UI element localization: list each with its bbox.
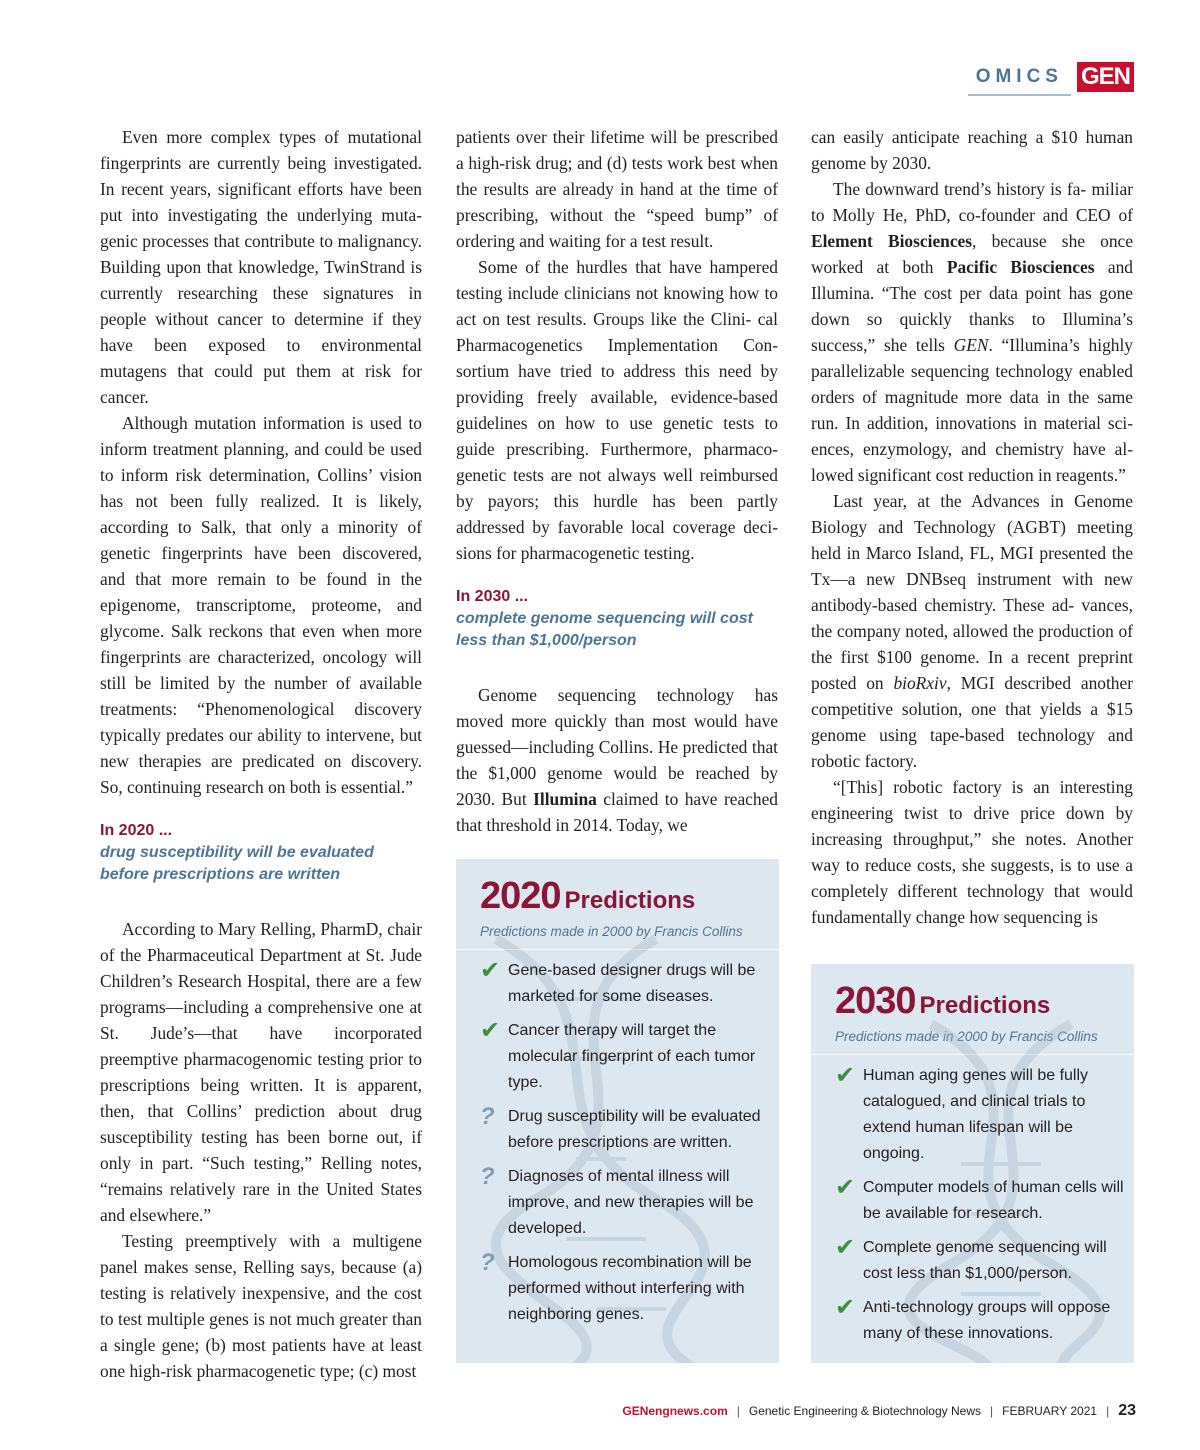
subheading-year: In 2020 ... (100, 822, 173, 839)
prediction-list (811, 1063, 1134, 1347)
paragraph: According to Mary Relling, PharmD, chair of the Pharmaceutical Department at St. Jude Children’s Research Hospital, there are a few programs—including a comprehensive one at St. Jude’s—that have incorporated preemptive pharmacogenomic testing prior to prescriptions being written. It is apparent, then, that Collins’ prediction about drug susceptibility testing has been borne out, if only in part. “Such testing,” Relling notes, “remains relatively rare in the United States and elsewhere.” (100, 919, 422, 1225)
page-footer (622, 1402, 1136, 1420)
check-icon: ✔ (835, 1294, 856, 1321)
question-icon: ? (480, 1103, 495, 1130)
publication-name: GEN (953, 335, 989, 355)
page-header (968, 62, 1134, 96)
prediction-item: ✔ Anti-technology groups will oppose many of these innovations. (835, 1295, 1124, 1347)
prediction-item: ✔ Computer models of human cells will be available for research. (835, 1175, 1124, 1227)
column-1 (100, 124, 422, 1384)
subheading-year: In 2030 ... (456, 588, 529, 605)
check-icon: ✔ (835, 1234, 856, 1261)
paragraph: “[This] robotic factory is an interesting engineering twist to drive price down by increasing throughput,” she notes. Another way to reduce costs, she suggests, is to use a completely different technology that would fundamentally change how sequencing is (811, 777, 1133, 927)
box-subtitle: Predictions made in 2000 by Francis Collins (456, 918, 779, 950)
footer-publication: Genetic Engineering & Biotechnology News (748, 1404, 981, 1418)
paragraph: Even more complex types of mutational fingerprints are currently being investigated. In recent years, significant efforts have been put into investigating the underlying muta- genic processes that contribute to malignancy. Building upon that knowledge, TwinStrand is currently researching these signatures in people without cancer to determine if they have been exposed to environmental mutagens that could put them at risk for cancer. (100, 127, 422, 407)
prediction-item: ? Drug susceptibility will be evaluated before prescriptions are written. (480, 1104, 769, 1156)
box-year: 2020 (480, 875, 561, 917)
footer-date: FEBRUARY 2021 (1002, 1404, 1098, 1418)
predictions-2020-box (456, 859, 779, 1363)
paragraph: Although mutation information is used to inform treatment planning, and could be used to inform risk determination, Collins’ vision has not been fully realized. It is likely, according to Salk, that only a minority of genetic fingerprints have been discovered, and that more remain to be found in the epigenome, transcriptome, proteome, and glycome. Salk reckons that even when more fingerprints are characterized, oncology will still be limited by the number of available treatments: “Phenomenological discovery typically predates our ability to intervene, but new therapies are predicated on discovery. So, continuing research on both is essential.” (100, 413, 422, 797)
prediction-item: ✔ Cancer therapy will target the molecular fingerprint of each tumor type. (480, 1018, 769, 1096)
paragraph: The downward trend’s history is fa- miliar to Molly He, PhD, co-founder and CEO of Element Biosciences, because she once worked at both Pacific Biosciences and Illumina. “The cost per data point has gone down so quickly thanks to Illumina’s success,” she tells GEN. “Illumina’s highly parallelizable sequencing technology enabled orders of magnitude more data in the same run. In addition, innovations in material sci- ences, enzymology, and chemistry have al- lowed significant cost reduction in reagents.” (811, 179, 1133, 485)
section-label: OMICS (968, 62, 1071, 96)
company-name: Illumina (533, 789, 597, 809)
paragraph: Last year, at the Advances in Genome Biology and Technology (AGBT) meeting held in Marco Island, FL, MGI presented the Tx—a new DNBseq instrument with new antibody-based chemistry. These ad- vances, the company noted, allowed the production of the first $100 genome. In a recent preprint posted on bioRxiv, MGI described another competitive solution, one that yields a $15 genome using tape-based technology and robotic factory. (811, 491, 1133, 771)
company-name: Element Biosciences (811, 231, 973, 251)
column-2 (456, 124, 778, 838)
prediction-item: ✔ Human aging genes will be fully catalogued, and clinical trials to extend human lifespan will be ongoing. (835, 1063, 1124, 1167)
subheading-2030 (456, 586, 778, 652)
prediction-item: ✔ Complete genome sequencing will cost less than $1,000/person. (835, 1235, 1124, 1287)
check-icon: ✔ (835, 1174, 856, 1201)
question-icon: ? (480, 1249, 495, 1276)
check-icon: ✔ (480, 1017, 501, 1044)
check-icon: ✔ (835, 1062, 856, 1089)
question-icon: ? (480, 1163, 495, 1190)
subheading-title: complete genome sequencing will cost less than $1,000/person (456, 610, 753, 649)
prediction-item: ? Homologous recombination will be performed without interfering with neighboring genes. (480, 1250, 769, 1328)
footer-site: GENengnews.com (622, 1404, 728, 1418)
gen-logo: GEN (1077, 62, 1134, 92)
paragraph: patients over their lifetime will be prescribed a high-risk drug; and (d) tests work best when the results are already in hand at the time of prescribing, without the “speed bump” of ordering and waiting for a test result. (456, 127, 778, 251)
footer-divider: | (736, 1404, 740, 1418)
box-year: 2030 (835, 980, 916, 1022)
paragraph: Some of the hurdles that have hampered testing include clinicians not knowing how to act on test results. Groups like the Clini- cal Pharmacogenetics Implementation Con- sortium have tried to address this need by providing freely available, evidence-based guidelines on how to use genetic tests to guide prescribing. Furthermore, pharmaco- genetic tests are not always well reimbursed by payors; this hurdle has been partly addressed by favorable local coverage deci- sions for pharmacogenetic testing. (456, 257, 778, 563)
prediction-item: ✔ Gene-based designer drugs will be marketed for some diseases. (480, 958, 769, 1010)
paragraph: Genome sequencing technology has moved more quickly than most would have guessed—including Collins. He predicted that the $1,000 genome would be reached by 2030. But Illumina claimed to have reached that threshold in 2014. Today, we (456, 685, 778, 835)
box-title-word: Predictions (564, 887, 696, 914)
check-icon: ✔ (480, 957, 501, 984)
predictions-2030-box (811, 964, 1134, 1363)
paragraph: can easily anticipate reaching a $10 human genome by 2030. (811, 127, 1133, 173)
footer-divider: | (1106, 1404, 1110, 1418)
box-title-word: Predictions (919, 992, 1051, 1019)
subheading-title: drug susceptibility will be evaluated before prescriptions are written (100, 844, 374, 883)
prediction-item: ? Diagnoses of mental illness will improve, and new therapies will be developed. (480, 1164, 769, 1242)
footer-divider: | (990, 1404, 994, 1418)
publication-name: bioRxiv (893, 673, 947, 693)
prediction-list (456, 958, 779, 1328)
page-number: 23 (1118, 1402, 1136, 1419)
company-name: Pacific Biosciences (946, 257, 1095, 277)
column-3 (811, 124, 1133, 930)
paragraph: Testing preemptively with a multigene panel makes sense, Relling says, because (a) testing is relatively inexpensive, and the cost to test multiple genes is not much greater than a single gene; (b) most patients have at least one high-risk pharmacogenetic type; (c) most (100, 1231, 422, 1381)
subheading-2020 (100, 820, 422, 886)
box-subtitle: Predictions made in 2000 by Francis Collins (811, 1023, 1134, 1055)
